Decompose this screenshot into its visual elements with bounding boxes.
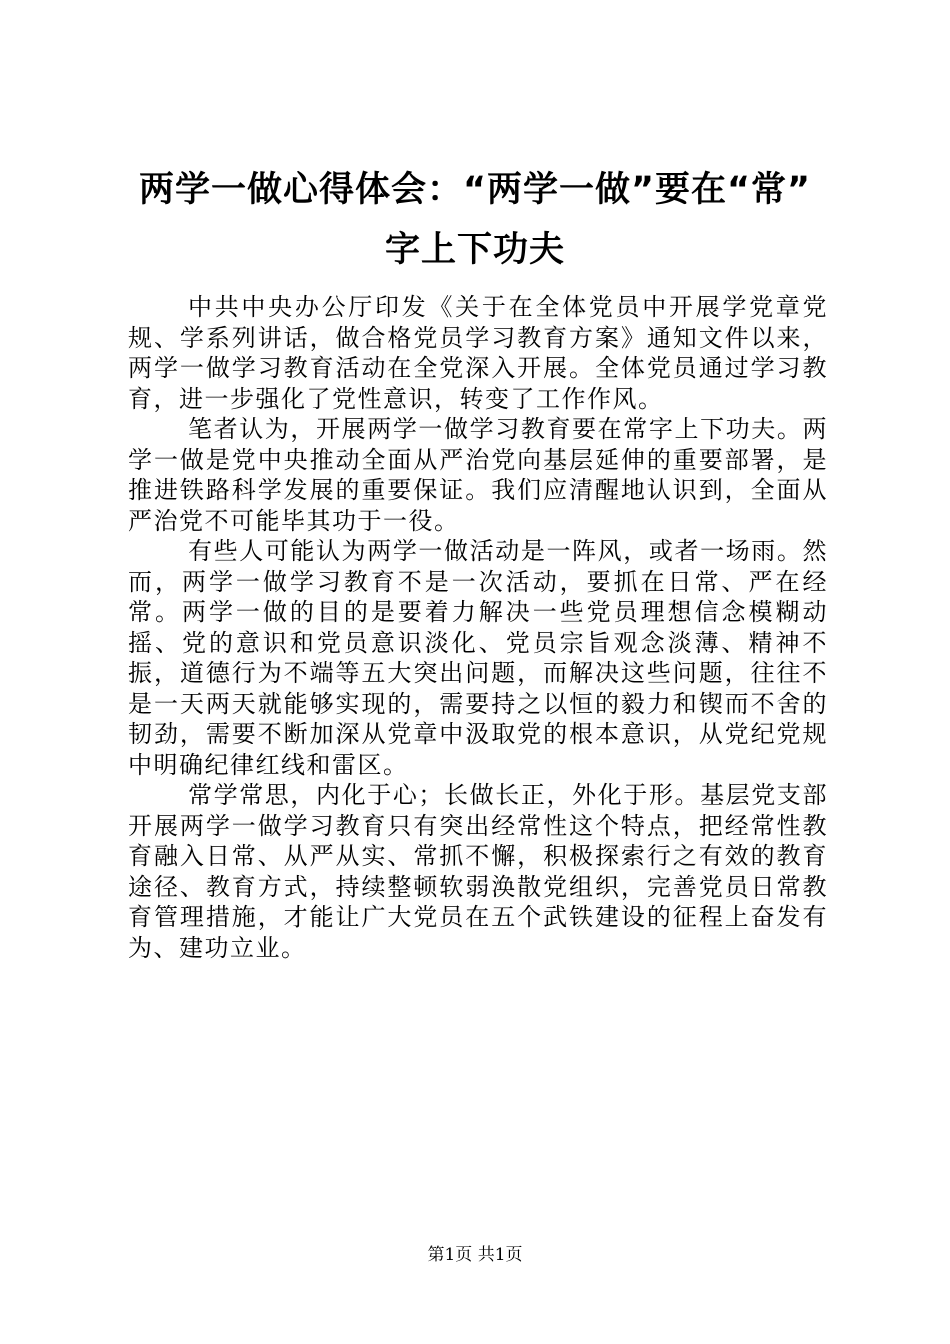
paragraph-3: 有些人可能认为两学一做活动是一阵风，或者一场雨。然而，两学一做学习教育不是一次活动，要抓在日常、严在经常。两学一做的目的是要着力解决一些党员理想信念模糊动摇、党的意识和党员意识淡化、党员宗旨观念淡薄、精神不振，道德行为不端等五大突出问题，而解决这些问题，往往不是一天两天就能够实现的，需要持之以恒的毅力和锲而不舍的韧劲，需要不断加深从党章中汲取党的根本意识，从党纪党规中明确纪律红线和雷区。	[128, 537, 828, 779]
paragraph-1: 中共中央办公厅印发《关于在全体党员中开展学党章党规、学系列讲话，做合格党员学习教育方案》通知文件以来，两学一做学习教育活动在全党深入开展。全体党员通过学习教育，进一步强化了党性意识，转变了工作作风。	[128, 293, 828, 413]
title-line-1: 两学一做心得体会：“两学一做”要在“常”	[138, 170, 811, 210]
title-line-2: 字上下功夫	[384, 230, 565, 270]
paragraph-2: 笔者认为，开展两学一做学习教育要在常字上下功夫。两学一做是党中央推动全面从严治党向基层延伸的重要部署，是推进铁路科学发展的重要保证。我们应清醒地认识到，全面从严治党不可能毕其功于一役。	[128, 415, 828, 535]
paragraph-4: 常学常思，内化于心；长做长正，外化于形。基层党支部开展两学一做学习教育只有突出经常性这个特点，把经常性教育融入日常、从严从实、常抓不懈，积极探索行之有效的教育途径、教育方式，持续整顿软弱涣散党组织，完善党员日常教育管理措施，才能让广大党员在五个武铁建设的征程上奋发有为、建功立业。	[128, 781, 828, 962]
page-number-footer: 第1页 共1页	[427, 1245, 523, 1265]
document-body	[128, 292, 828, 963]
document-title	[110, 160, 840, 280]
